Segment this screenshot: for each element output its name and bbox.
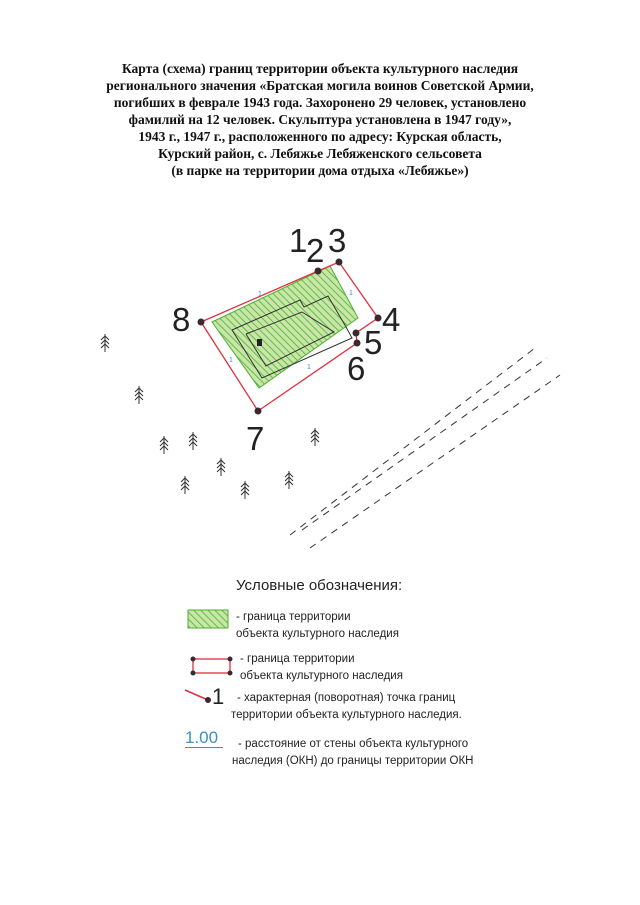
fir-tree-icon <box>217 458 225 476</box>
legend-text-line: - расстояние от стены объекта культурного <box>238 738 469 750</box>
distance-label: 1 <box>258 291 262 298</box>
distance-label: 1 <box>307 364 311 371</box>
distance-label: 1 <box>349 290 353 297</box>
legend-boundary-swatch <box>191 657 233 676</box>
point-label: 8 <box>172 301 191 338</box>
fir-tree-icon <box>311 428 319 446</box>
fir-tree-icon <box>101 334 109 352</box>
legend-text-line: объекта культурного наследия <box>240 670 403 682</box>
boundary-point <box>375 315 382 322</box>
legend-text-line: объекта культурного наследия <box>236 628 399 640</box>
fir-tree-icon <box>181 476 189 494</box>
fir-tree-icon <box>135 386 143 404</box>
legend-text-line: - граница территории <box>236 611 351 623</box>
point-label: 6 <box>347 350 366 387</box>
boundary-point <box>354 340 361 347</box>
legend-text-line: - характерная (поворотная) точка границ <box>237 692 456 704</box>
title-line: Карта (схема) границ территории объекта культурного наследия <box>121 61 519 76</box>
legend-point-swatch <box>185 690 211 703</box>
fir-tree-icon <box>285 471 293 489</box>
legend-distance-number: 1.00 <box>185 728 219 747</box>
point-label: 2 <box>306 232 325 269</box>
legend-item-hatch <box>236 609 399 643</box>
legend-item-boundary <box>240 651 403 685</box>
distance-label: 1 <box>229 357 233 364</box>
title-line: 1943 г., 1947 г., расположенного по адресу: Курская область, <box>138 129 502 144</box>
legend-hatch-swatch <box>188 610 228 628</box>
legend-distance-underline <box>185 747 223 748</box>
point-label: 3 <box>328 222 347 259</box>
title-line: фамилий на 12 человек. Скульптура установлена в 1947 году», <box>128 112 512 127</box>
point-label: 4 <box>382 301 401 338</box>
fir-tree-icon <box>189 432 197 450</box>
legend-point-number: 1 <box>212 684 225 709</box>
legend-item-distance <box>232 736 474 770</box>
territory-hatch <box>212 266 358 388</box>
boundary-point <box>198 319 205 326</box>
title-line: погибших в феврале 1943 года. Захоронено 29 человек, установлено <box>113 95 527 110</box>
point-label: 1 <box>289 222 308 259</box>
legend-text-line: наследия (ОКН) до границы территории ОКН <box>232 755 474 767</box>
fir-tree-icon <box>160 436 168 454</box>
title-line: Курский район, с. Лебяжье Лебяженского сельсовета <box>158 146 482 161</box>
dashed-road <box>290 348 560 548</box>
legend-text-line: - граница территории <box>240 653 355 665</box>
legend-item-point <box>231 690 462 724</box>
boundary-point <box>336 259 343 266</box>
title-line: регионального значения «Братская могила воинов Советской Армии, <box>106 78 534 93</box>
point-label: 7 <box>246 420 265 457</box>
title-line: (в парке на территории дома отдыха «Лебяжье») <box>171 163 469 178</box>
boundary-point <box>353 330 360 337</box>
legend-text-line: территории объекта культурного наследия. <box>231 709 462 721</box>
legend-title: Условные обозначения: <box>236 577 403 594</box>
boundary-point <box>255 408 262 415</box>
point-label: 5 <box>364 324 383 361</box>
sculpture-marker <box>257 339 262 346</box>
fir-tree-icon <box>241 481 249 499</box>
